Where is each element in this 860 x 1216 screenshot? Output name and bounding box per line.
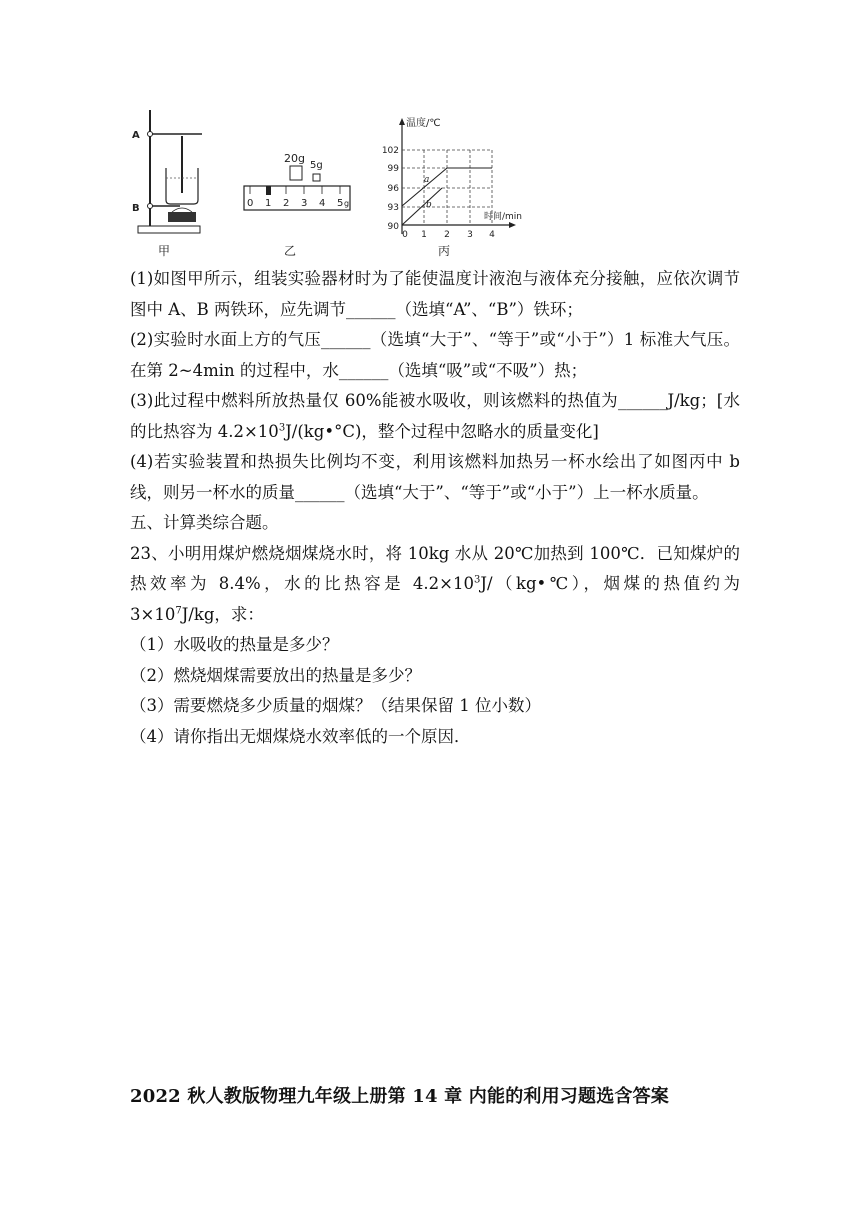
question-3-part2: J/(kg•°C)，整个过程中忽略水的质量变化] bbox=[285, 421, 599, 441]
figure-bing bbox=[374, 108, 524, 258]
xtick-2: 2 bbox=[444, 230, 450, 240]
sub-question-1: （1）水吸收的热量是多少？ bbox=[130, 635, 339, 654]
label-b: B bbox=[132, 203, 140, 214]
line-a-label: a bbox=[424, 175, 430, 185]
tick-4: 4 bbox=[319, 198, 326, 209]
apparatus-diagram bbox=[128, 108, 208, 253]
tick-0: 0 bbox=[247, 198, 254, 209]
question-3 bbox=[130, 386, 740, 447]
balance-diagram bbox=[240, 108, 354, 253]
section-heading: 五、计算类综合题。 bbox=[130, 513, 279, 532]
tick-3: 3 bbox=[301, 198, 308, 209]
question-text bbox=[130, 264, 740, 752]
question-23-part2: J/（kg•℃），烟煤的热值约为 3×10 bbox=[130, 574, 740, 624]
xtick-4: 4 bbox=[489, 230, 495, 240]
weight-20g-label: 20g bbox=[284, 152, 305, 165]
sub-question-4: （4）请你指出无烟煤烧水效率低的一个原因． bbox=[130, 726, 471, 746]
tick-5: 5 bbox=[337, 198, 344, 209]
xtick-3: 3 bbox=[467, 230, 473, 240]
caption-bing: 丙 bbox=[438, 244, 451, 258]
question-23-exponent-1: 3 bbox=[473, 574, 481, 586]
tick-2: 2 bbox=[283, 198, 290, 209]
x-axis-label: 时间/min bbox=[484, 212, 523, 222]
document-title: 2022 秋人教版物理九年级上册第 14 章 内能的利用习题选含答案 bbox=[130, 1086, 670, 1107]
xtick-0: 0 bbox=[402, 230, 408, 240]
caption-jia: 甲 bbox=[158, 244, 171, 258]
figure-yi bbox=[240, 108, 354, 258]
line-b-label: b bbox=[426, 200, 432, 210]
question-23 bbox=[130, 539, 740, 631]
figure-row bbox=[128, 108, 528, 258]
question-23-exponent-2: 7 bbox=[175, 605, 182, 616]
caption-yi: 乙 bbox=[284, 244, 297, 258]
ytick-96: 96 bbox=[387, 184, 399, 194]
question-4: (4)若实验装置和热损失比例均不变，利用该燃料加热另一杯水绘出了如图丙中 b 线，则另一杯水的质量______（选填“大于”、“等于”或“小于”）上一杯水质量。 bbox=[130, 452, 740, 502]
y-axis-label: 温度/℃ bbox=[406, 118, 441, 129]
question-2: (2)实验时水面上方的气压______（选填“大于”、“等于”或“小于”）1 标准大气压。在第 2~4min 的过程中，水______（选填“吸”或“不吸”）热； bbox=[130, 330, 740, 380]
ytick-93: 93 bbox=[387, 203, 399, 213]
temperature-graph bbox=[374, 108, 524, 253]
ytick-90: 90 bbox=[387, 222, 399, 232]
ytick-99: 99 bbox=[387, 164, 399, 174]
label-a: A bbox=[132, 130, 140, 141]
ytick-102: 102 bbox=[381, 146, 399, 156]
unit-g: g bbox=[344, 199, 350, 208]
question-23-part3: J/kg，求： bbox=[181, 604, 264, 624]
question-3-part1: (3)此过程中燃料所放热量仅 60%能被水吸收，则该燃料的热值为______J/kg；[水的比热容为 4.2×10 bbox=[130, 391, 740, 441]
sub-question-2: （2）燃烧烟煤需要放出的热量是多少？ bbox=[130, 665, 421, 685]
sub-question-3: （3）需要燃烧多少质量的烟煤？（结果保留 1 位小数） bbox=[130, 696, 541, 715]
figure-jia bbox=[128, 108, 208, 258]
tick-1: 1 bbox=[265, 198, 272, 209]
question-1: (1)如图甲所示，组装实验器材时为了能使温度计液泡与液体充分接触，应依次调节图中 A、B 两铁环，应先调节______（选填“A”、“B”）铁环； bbox=[130, 269, 740, 319]
question-23-part1: 23、小明用煤炉燃烧烟煤烧水时，将 10kg 水从 20℃加热到 100℃．已知煤炉的热效率为 8.4%，水的比热容是 4.2×10 bbox=[130, 543, 740, 593]
xtick-1: 1 bbox=[421, 230, 427, 240]
weight-5g-label: 5g bbox=[310, 160, 323, 171]
question-3-exponent: 3 bbox=[278, 422, 286, 433]
